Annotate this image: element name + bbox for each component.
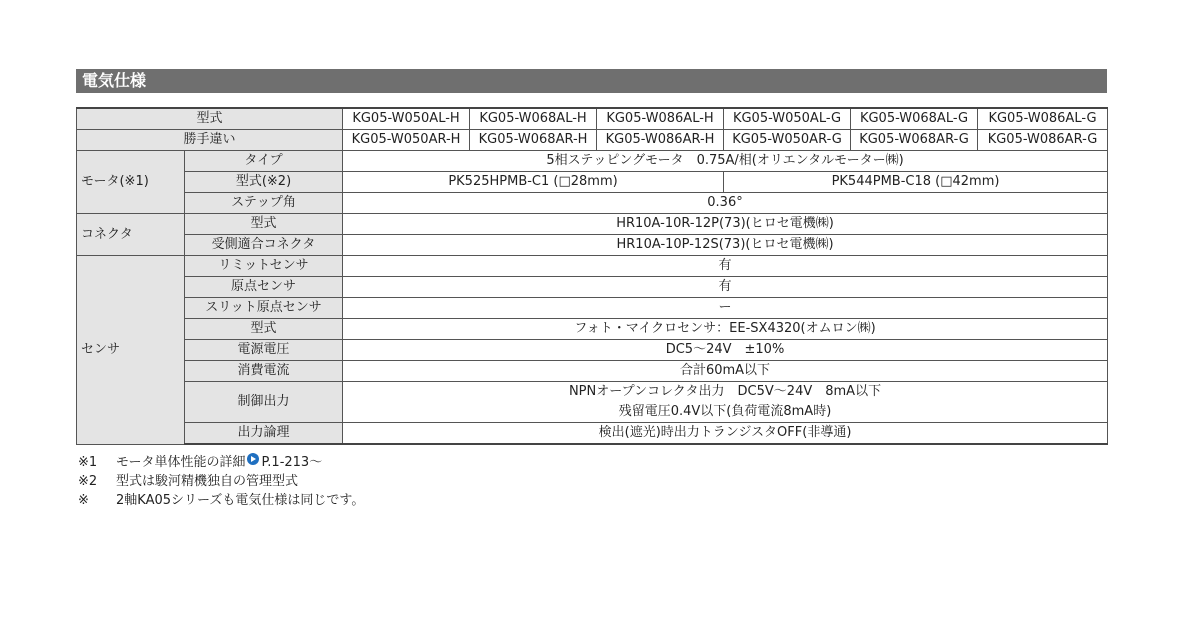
handed-row: [77, 130, 1108, 151]
motor-model-h: PK525HPMB-C1 (□28mm): [343, 172, 724, 193]
sensor-row-label: 原点センサ: [185, 277, 343, 298]
sensor-row-label: スリット原点センサ: [185, 298, 343, 319]
sensor-row: [77, 277, 1108, 298]
control-output-label: 制御出力: [185, 382, 343, 423]
sensor-row-value: DC5～24V ±10%: [343, 340, 1108, 361]
control-output-value: [343, 382, 1108, 423]
connector-mate-value: HR10A-10P-12S(73)(ヒロセ電機㈱): [343, 235, 1108, 256]
motor-model-label: 型式(※2): [185, 172, 343, 193]
footnote-text: 2軸KA05シリーズも電気仕様は同じです。: [116, 493, 365, 508]
connector-model-value: HR10A-10R-12P(73)(ヒロセ電機㈱): [343, 214, 1108, 235]
sensor-row: [77, 319, 1108, 340]
sensor-row: [77, 361, 1108, 382]
sensor-row-label: リミットセンサ: [185, 256, 343, 277]
motor-type-row: [77, 151, 1108, 172]
control-output-line1: NPNオープンコレクタ出力 DC5V～24V 8mA以下: [568, 384, 882, 399]
handed-cell: KG05-W086AR-H: [597, 130, 724, 151]
motor-type-label: タイプ: [185, 151, 343, 172]
handed-cell: KG05-W050AR-H: [343, 130, 470, 151]
sensor-row-label: 消費電流: [185, 361, 343, 382]
sensor-row: [77, 256, 1108, 277]
connector-group-label: コネクタ: [77, 214, 185, 256]
sensor-row-value: 有: [343, 256, 1108, 277]
footnotes: [78, 453, 364, 510]
output-logic-value: 検出(遮光)時出力トランジスタOFF(非導通): [343, 423, 1108, 445]
handed-header: 勝手違い: [77, 130, 343, 151]
model-cell: KG05-W050AL-G: [724, 108, 851, 130]
handed-cell: KG05-W086AR-G: [978, 130, 1108, 151]
sensor-row: [77, 298, 1108, 319]
sensor-row-value: ー: [343, 298, 1108, 319]
handed-cell: KG05-W050AR-G: [724, 130, 851, 151]
footnote-1: [78, 453, 364, 472]
footnote-mark: ※1: [78, 455, 98, 470]
sensor-row-label: 電源電圧: [185, 340, 343, 361]
footnote-3: [78, 491, 364, 510]
footnote-mark: ※: [78, 493, 89, 508]
motor-model-g: PK544PMB-C18 (□42mm): [724, 172, 1108, 193]
sensor-control-row: [77, 382, 1108, 423]
sensor-logic-row: [77, 423, 1108, 445]
model-cell: KG05-W086AL-H: [597, 108, 724, 130]
footnote-text: モータ単体性能の詳細: [116, 455, 246, 470]
section-title: 電気仕様: [76, 69, 1107, 93]
footnote-text: 型式は駿河精機独自の管理型式: [116, 474, 299, 489]
model-cell: KG05-W050AL-H: [343, 108, 470, 130]
connector-mate-label: 受側適合コネクタ: [185, 235, 343, 256]
output-logic-label: 出力論理: [185, 423, 343, 445]
connector-model-label: 型式: [185, 214, 343, 235]
model-cell: KG05-W068AL-H: [470, 108, 597, 130]
sensor-row-value: 合計60mA以下: [343, 361, 1108, 382]
connector-mate-row: [77, 235, 1108, 256]
motor-type-value: 5相ステッピングモータ 0.75A/相(オリエンタルモーター㈱): [343, 151, 1108, 172]
model-cell: KG05-W068AL-G: [851, 108, 978, 130]
page-ref-arrow-icon[interactable]: [247, 453, 259, 465]
sensor-group-label: センサ: [77, 256, 185, 445]
footnote-mark: ※2: [78, 474, 98, 489]
motor-model-row: [77, 172, 1108, 193]
motor-group-label: モータ(※1): [77, 151, 185, 214]
handed-cell: KG05-W068AR-G: [851, 130, 978, 151]
handed-cell: KG05-W068AR-H: [470, 130, 597, 151]
sensor-row-value: 有: [343, 277, 1108, 298]
model-cell: KG05-W086AL-G: [978, 108, 1108, 130]
model-header: 型式: [77, 108, 343, 130]
step-angle-label: ステップ角: [185, 193, 343, 214]
electrical-spec-table: [76, 107, 1108, 445]
sensor-row-label: 型式: [185, 319, 343, 340]
model-row: [77, 108, 1108, 130]
footnote-2: [78, 472, 364, 491]
control-output-line2: 残留電圧0.4V以下(負荷電流8mA時): [618, 404, 832, 419]
step-angle-value: 0.36°: [343, 193, 1108, 214]
page-ref-link[interactable]: P.1-213～: [261, 455, 323, 470]
motor-step-row: [77, 193, 1108, 214]
sensor-row: [77, 340, 1108, 361]
sensor-row-value: フォト・マイクロセンサ：EE-SX4320(オムロン㈱): [343, 319, 1108, 340]
connector-model-row: [77, 214, 1108, 235]
